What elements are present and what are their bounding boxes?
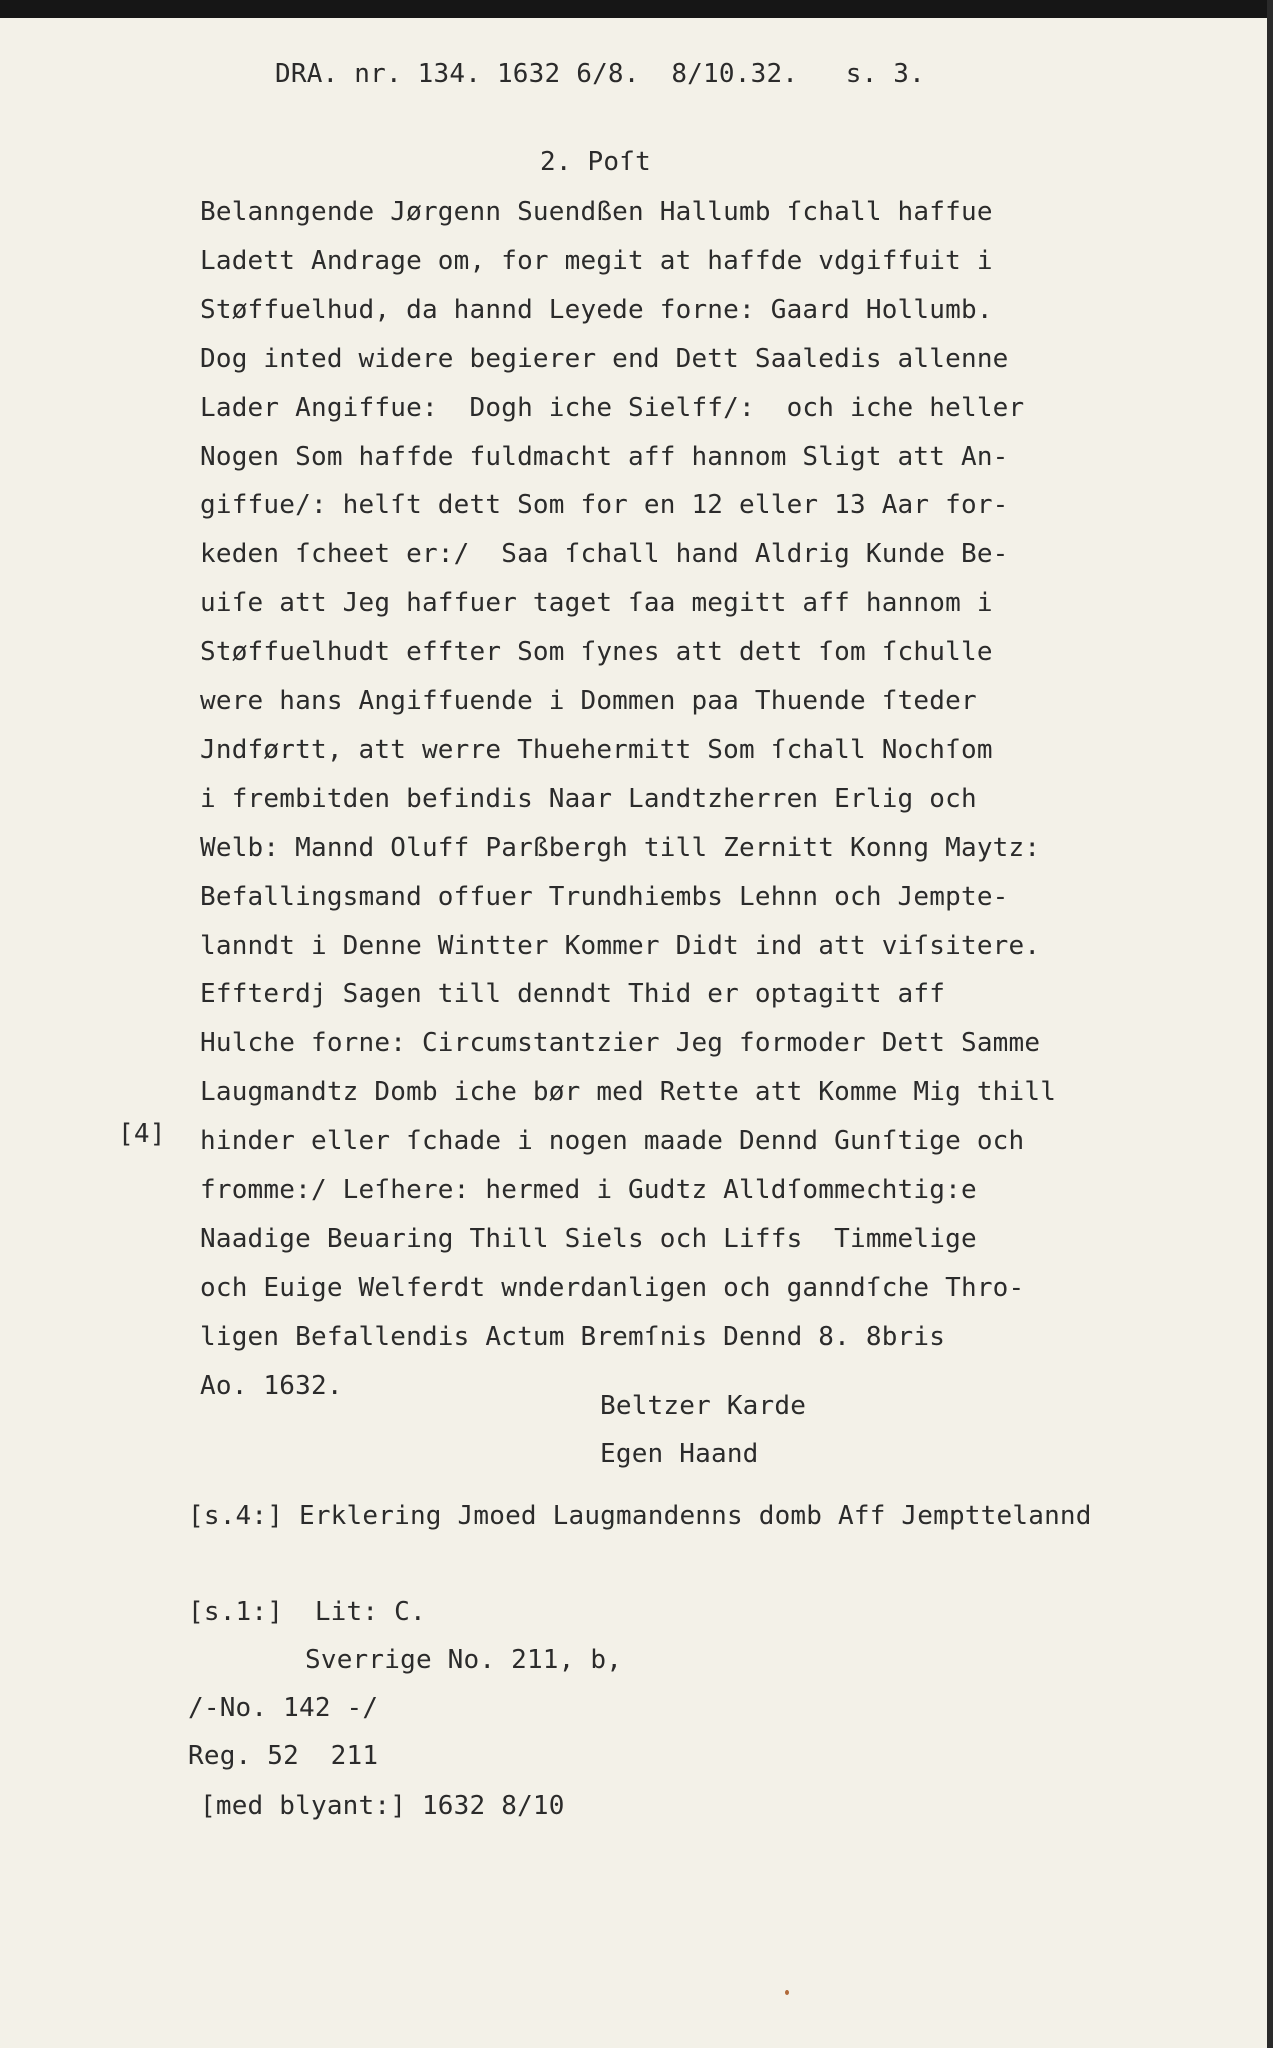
body-line: Welb: Mannd Oluff Parßbergh till Zernitt Konng Maytz: — [200, 833, 1041, 863]
body-line: Nogen Som haffde fuldmacht aff hannom Sligt att An- — [200, 442, 1009, 472]
archive-note: [med blyant:] 1632 8/10 — [200, 1791, 565, 1821]
body-line: Laugmandtz Domb iche bør med Rette att Komme Mig thill — [200, 1077, 1057, 1107]
body-line: Befallingsmand offuer Trundhiembs Lehnn och Jempte- — [200, 882, 1009, 912]
body-line: keden ſcheet er:/ Saa ſchall hand Aldrig Kunde Be- — [200, 539, 1009, 569]
ink-speck — [785, 1990, 789, 1995]
scan-border-top — [0, 0, 1273, 18]
body-line: Hulche forne: Circumstantzier Jeg formoder Dett Samme — [200, 1028, 1041, 1058]
body-line: ligen Befallendis Actum Bremſnis Dennd 8. 8bris — [200, 1322, 946, 1352]
endorsement-line: [s.4:] Erklering Jmoed Laugmandenns domb Aff Jempttelannd — [188, 1501, 1092, 1531]
body-line: fromme:/ Leſhere: hermed i Gudtz Alldſommechtig:e — [200, 1175, 977, 1205]
body-line: och Euige Welferdt wnderdanligen och ganndſche Thro- — [200, 1273, 1025, 1303]
scan-border-right — [1267, 0, 1273, 2048]
body-line: were hans Angiffuende i Dommen paa Thuende ſteder — [200, 686, 977, 716]
signature-name: Beltzer Karde — [600, 1391, 807, 1421]
archive-note: /-No. 142 -/ — [188, 1693, 379, 1723]
body-line: Jndførtt, att werre Thuehermitt Som ſchall Nochſom — [200, 735, 993, 765]
body-line: Støffuelhud, da hannd Leyede forne: Gaard Hollumb. — [200, 295, 993, 325]
body-line: Ladett Andrage om, for megit at haffde vdgiffuit i — [200, 246, 993, 276]
body-line: Lader Angiffue: Dogh iche Sielff/: och iche heller — [200, 393, 1025, 423]
body-line: Støffuelhudt effter Som ſynes att dett ſom ſchulle — [200, 637, 993, 667]
body-line: Naadige Beuaring Thill Siels och Liffs Timmelige — [200, 1224, 977, 1254]
archive-note: [s.1:] Lit: C. — [188, 1597, 426, 1627]
body-line: lanndt i Denne Wintter Kommer Didt ind att viſsitere. — [200, 931, 1041, 961]
body-line: giffue/: helſt dett Som for en 12 eller 13 Aar for- — [200, 490, 1009, 520]
archive-note: Sverrige No. 211, b, — [305, 1645, 623, 1675]
body-line: i frembitden befindis Naar Landtzherren Erlig och — [200, 784, 977, 814]
body-line: Belanngende Jørgenn Suendßen Hallumb ſchall haffue — [200, 197, 993, 227]
document-header: DRA. nr. 134. 1632 6/8. 8/10.32. s. 3. — [275, 59, 925, 89]
body-line: Ao. 1632. — [200, 1371, 343, 1401]
section-title: 2. Poſt — [540, 147, 651, 177]
body-line: hinder eller ſchade i nogen maade Dennd Gunſtige och — [200, 1126, 1025, 1156]
margin-note: [4] — [118, 1119, 166, 1149]
body-line: uiſe att Jeg haffuer taget ſaa megitt aff hannom i — [200, 588, 993, 618]
signature-hand: Egen Haand — [600, 1439, 759, 1469]
archive-note: Reg. 52 211 — [188, 1741, 379, 1771]
body-line: Dog inted widere begierer end Dett Saaledis allenne — [200, 344, 1009, 374]
body-line: Effterdj Sagen till denndt Thid er optagitt aff — [200, 979, 946, 1009]
